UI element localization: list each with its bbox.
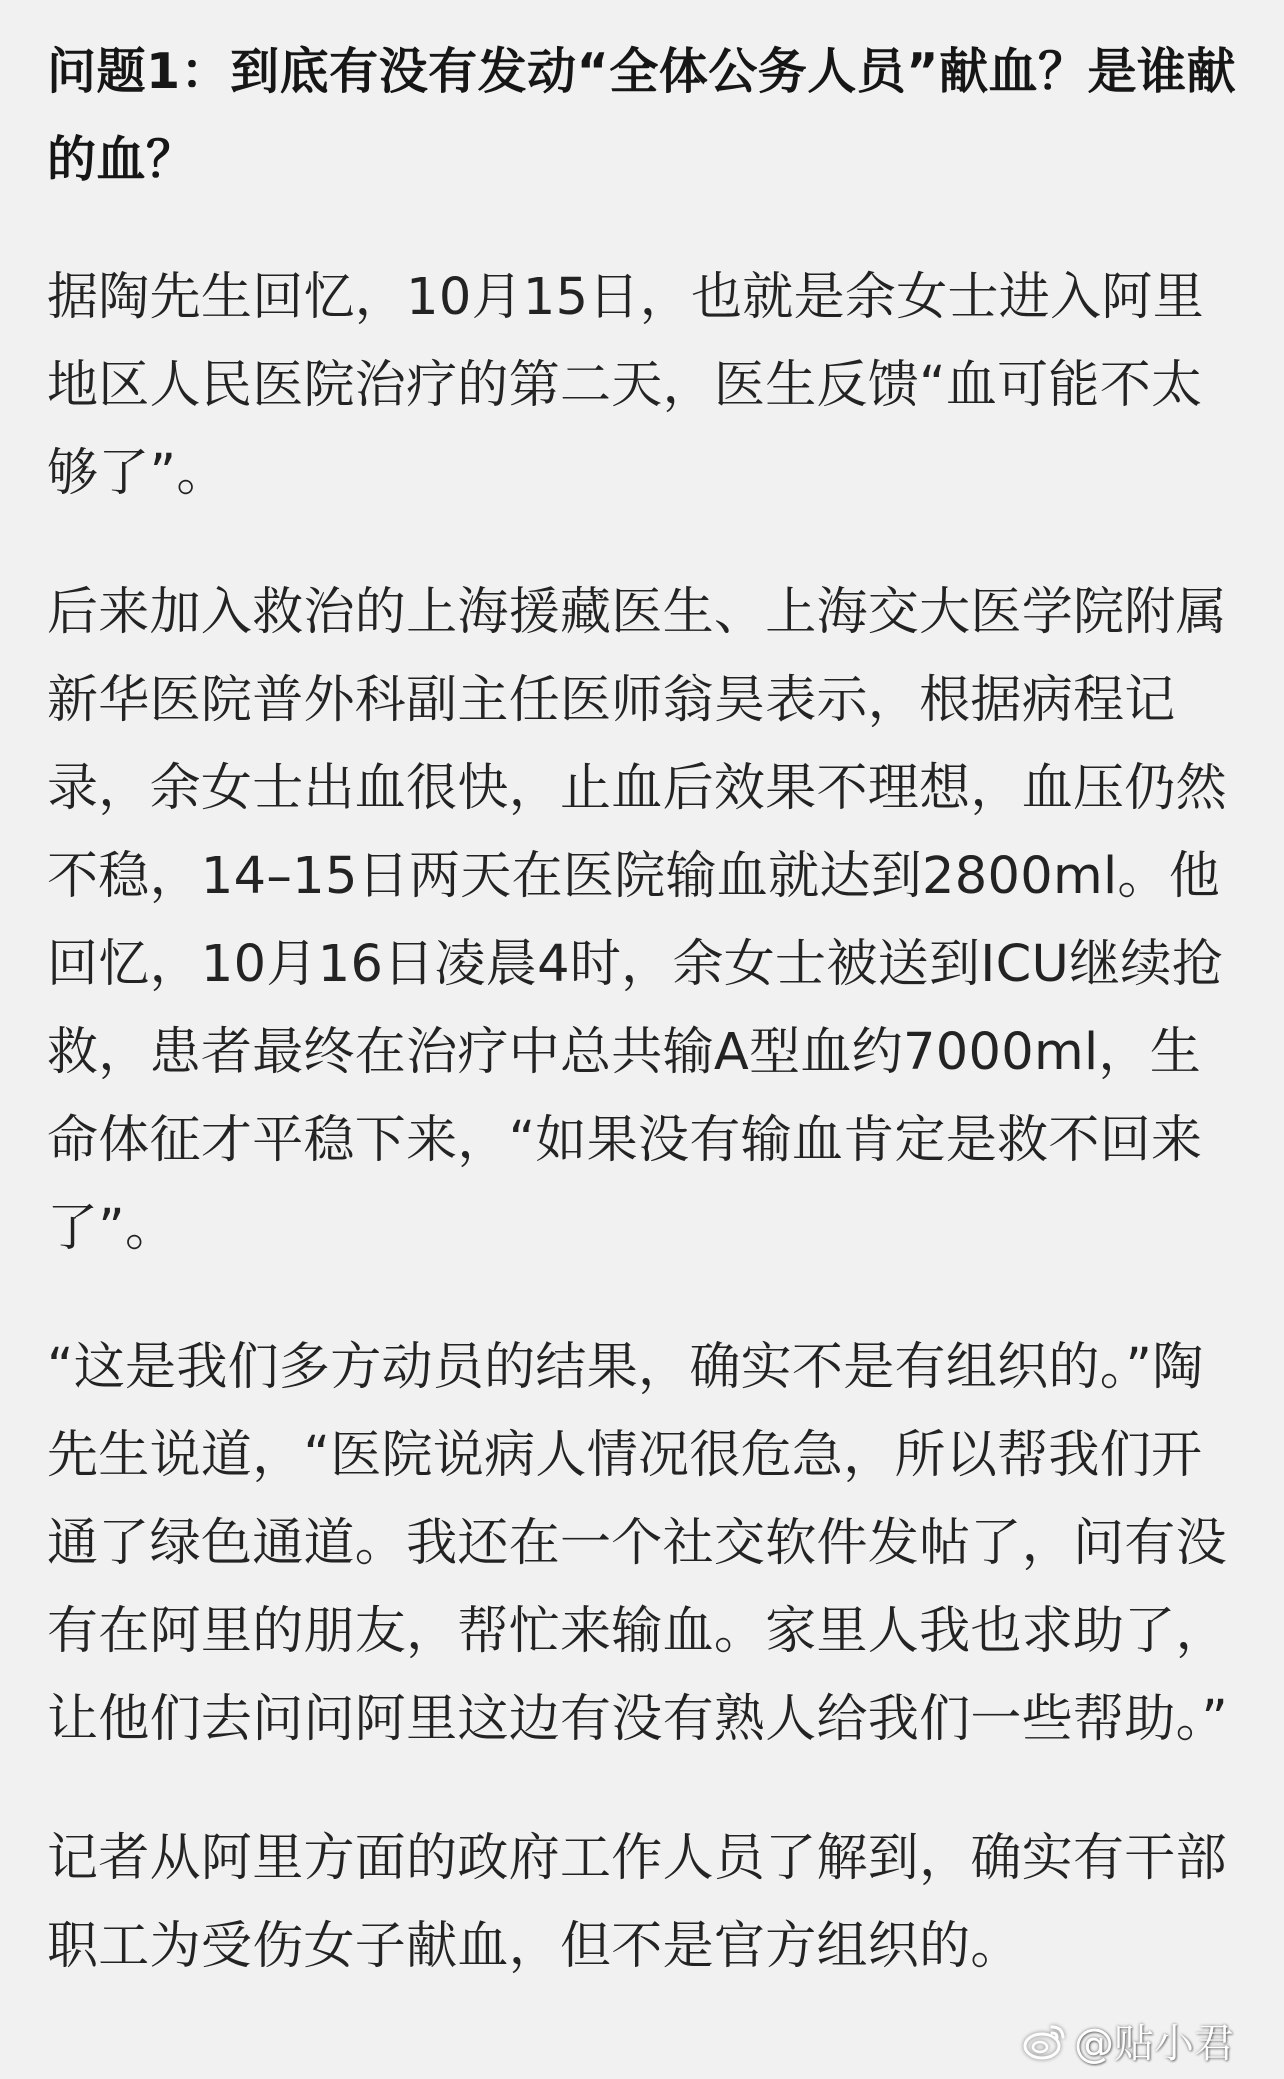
weibo-watermark — [1022, 2012, 1234, 2069]
watermark-text: @贴小君 — [1074, 2021, 1234, 2067]
paragraph-recollection: 据陶先生回忆，10月15日，也就是余女士进入阿里地区人民医院治疗的第二天，医生反馈“血可能不太够了”。 — [47, 268, 1204, 503]
paragraph-government-response: 记者从阿里方面的政府工作人员了解到，确实有干部职工为受伤女子献血，但不是官方组织的。 — [47, 1829, 1227, 1976]
weibo-logo-icon — [1022, 2021, 1068, 2061]
paragraph-doctor-statement: 后来加入救治的上海援藏医生、上海交大医学院附属新华医院普外科副主任医师翁昊表示，根据病程记录，余女士出血很快，止血后效果不理想，血压仍然不稳，14–15日两天在医院输血就达到2800ml。他回忆，10月16日凌晨4时，余女士被送到ICU继续抢救，患者最终在治疗中总共输A型血约7000ml，生命体征才平稳下来，“如果没有输血肯定是救不回来了”。 — [47, 583, 1227, 1258]
question-heading: 问题1：到底有没有发动“全体公务人员”献血？是谁献的血？ — [47, 43, 1237, 188]
paragraph-mobilization-quote: “这是我们多方动员的结果，确实不是有组织的。”陶先生说道，“医院说病人情况很危急，所以帮我们开通了绿色通道。我还在一个社交软件发帖了，问有没有在阿里的朋友，帮忙来输血。家里人我也求助了，让他们去问问阿里这边有没有熟人给我们一些帮助。” — [47, 1338, 1229, 1749]
article — [47, 28, 1243, 2042]
